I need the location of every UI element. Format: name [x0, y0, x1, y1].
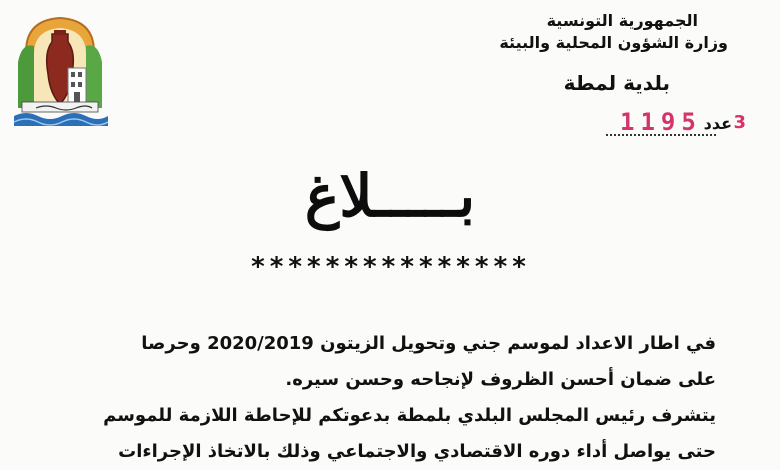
body-line: على ضمان أحسن الظروف لإنجاحه وحسن سيره. — [285, 369, 716, 390]
municipality-logo — [12, 12, 108, 132]
municipality-name: بلدية لمطة — [563, 71, 670, 95]
reference-label: عدد — [703, 114, 732, 133]
body-line: يتشرف رئيس المجلس البلدي بلمطة بدعوتكم للإحاطة اللازمة للموسم — [103, 405, 716, 426]
reference-mark: 3 — [733, 112, 746, 133]
body-line: حتى يواصل أداء دوره الاقتصادي والاجتماعي وذلك بالاتخاذ الإجراءات — [118, 441, 716, 462]
reference-dotted-line — [606, 134, 716, 136]
document-body — [70, 326, 716, 470]
header-block — [428, 10, 728, 96]
document-title: بـــــلاغ — [304, 162, 476, 230]
title-separator: *************** — [250, 252, 530, 282]
ministry-line: وزارة الشؤون المحلية والبيئة — [499, 33, 728, 52]
body-line: في اطار الاعداد لموسم جني وتحويل الزيتون 2020/2019 وحرصا — [141, 333, 716, 354]
reference-number-value: 1195 — [620, 108, 702, 136]
republic-line: الجمهورية التونسية — [546, 11, 698, 30]
reference-number — [606, 108, 746, 138]
